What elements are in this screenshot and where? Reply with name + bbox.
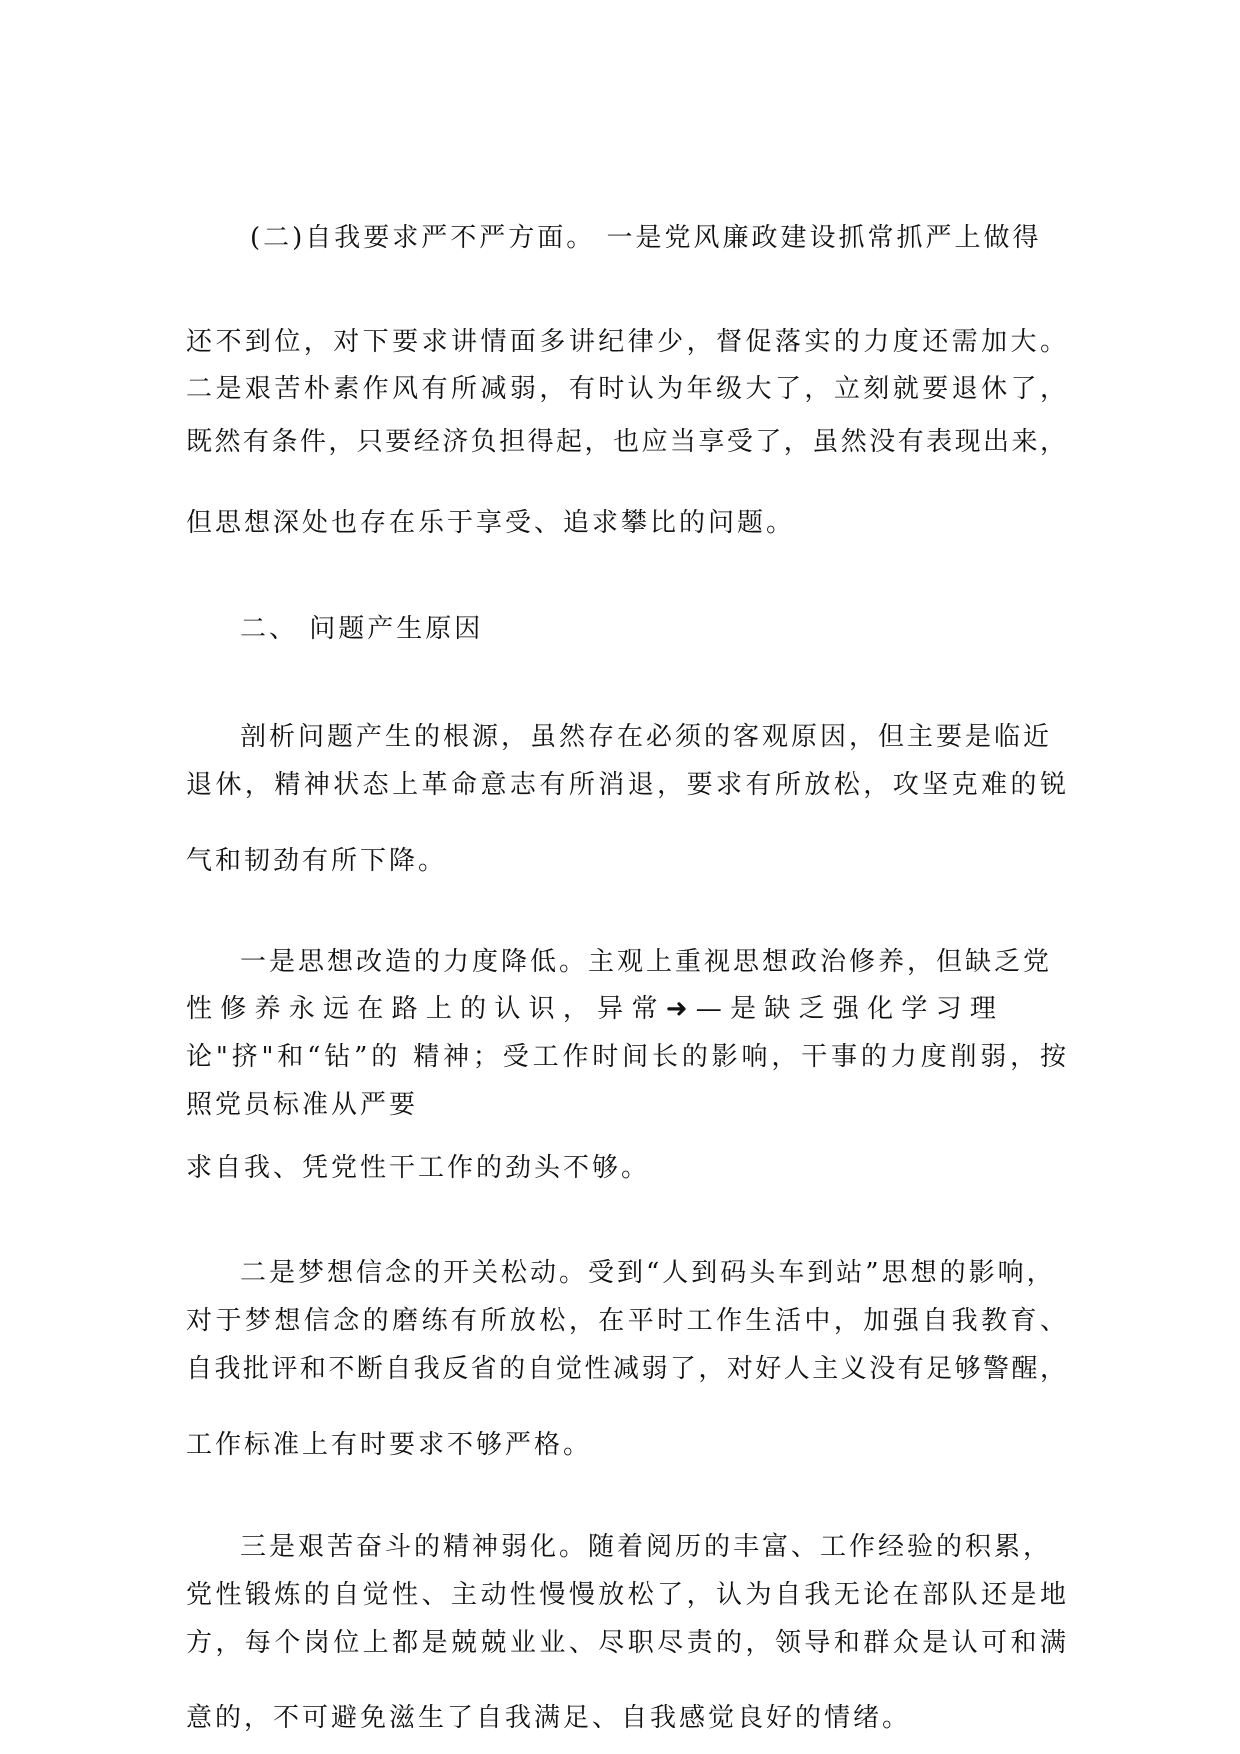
- text-line: 一是思想改造的力度降低。主观上重视思想政治修养，但缺乏党: [240, 947, 1053, 977]
- text-line: 既然有条件，只要经济负担得起，也应当享受了，虽然没有表现出来，: [186, 427, 1066, 457]
- text-line: 工作标准上有时要求不够严格。: [186, 1430, 593, 1460]
- text-line: 论"挤"和“钻”的 精神；受工作时间长的影响，干事的力度削弱，按: [186, 1042, 1066, 1072]
- text-line: 三是艰苦奋斗的精神弱化。随着阅历的丰富、工作经验的积累，: [240, 1532, 1053, 1562]
- text-line: 方，每个岗位上都是兢兢业业、尽职尽责的，领导和群众是认可和满: [186, 1628, 1066, 1658]
- text-line: 照党员标准从严要: [186, 1090, 419, 1120]
- text-line: 退休，精神状态上革命意志有所消退，要求有所放松，攻坚克难的锐: [186, 770, 1066, 800]
- text-line: 党性锻炼的自觉性、主动性慢慢放松了，认为自我无论在部队还是地: [186, 1580, 1066, 1610]
- text-line: 意的，不可避免滋生了自我满足、自我感觉良好的情绪。: [186, 1703, 912, 1733]
- text-line: 二是梦想信念的开关松动。受到“人到码头车到站”思想的影响，: [240, 1258, 1056, 1288]
- text-line: (二)自我要求严不严方面。 一是党风廉政建设抓常抓严上做得: [250, 223, 1042, 253]
- text-line: 气和韧劲有所下降。: [186, 846, 448, 876]
- text-line: 还不到位，对下要求讲情面多讲纪律少，督促落实的力度还需加大。: [186, 327, 1066, 357]
- text-line: 自我批评和不断自我反省的自觉性减弱了，对好人主义没有足够警醒，: [186, 1354, 1066, 1384]
- text-line: 求自我、凭党性干工作的劲头不够。: [186, 1153, 651, 1183]
- text-line: 但思想深处也存在乐于享受、追求攀比的问题。: [186, 508, 796, 538]
- text-line: 性 修 养 永 远 在 路 上 的 认 识 ， 异 常 ➜ — 是 缺 乏 强 化 学 习 理: [186, 994, 996, 1024]
- section-heading: 二、 问题产生原因: [240, 614, 484, 644]
- text-line: 对于梦想信念的磨练有所放松，在平时工作生活中，加强自我教育、: [186, 1306, 1066, 1336]
- text-line: 二是艰苦朴素作风有所减弱，有时认为年级大了，立刻就要退休了，: [186, 374, 1066, 404]
- text-line: 剖析问题产生的根源，虽然存在必须的客观原因，但主要是临近: [240, 722, 1053, 752]
